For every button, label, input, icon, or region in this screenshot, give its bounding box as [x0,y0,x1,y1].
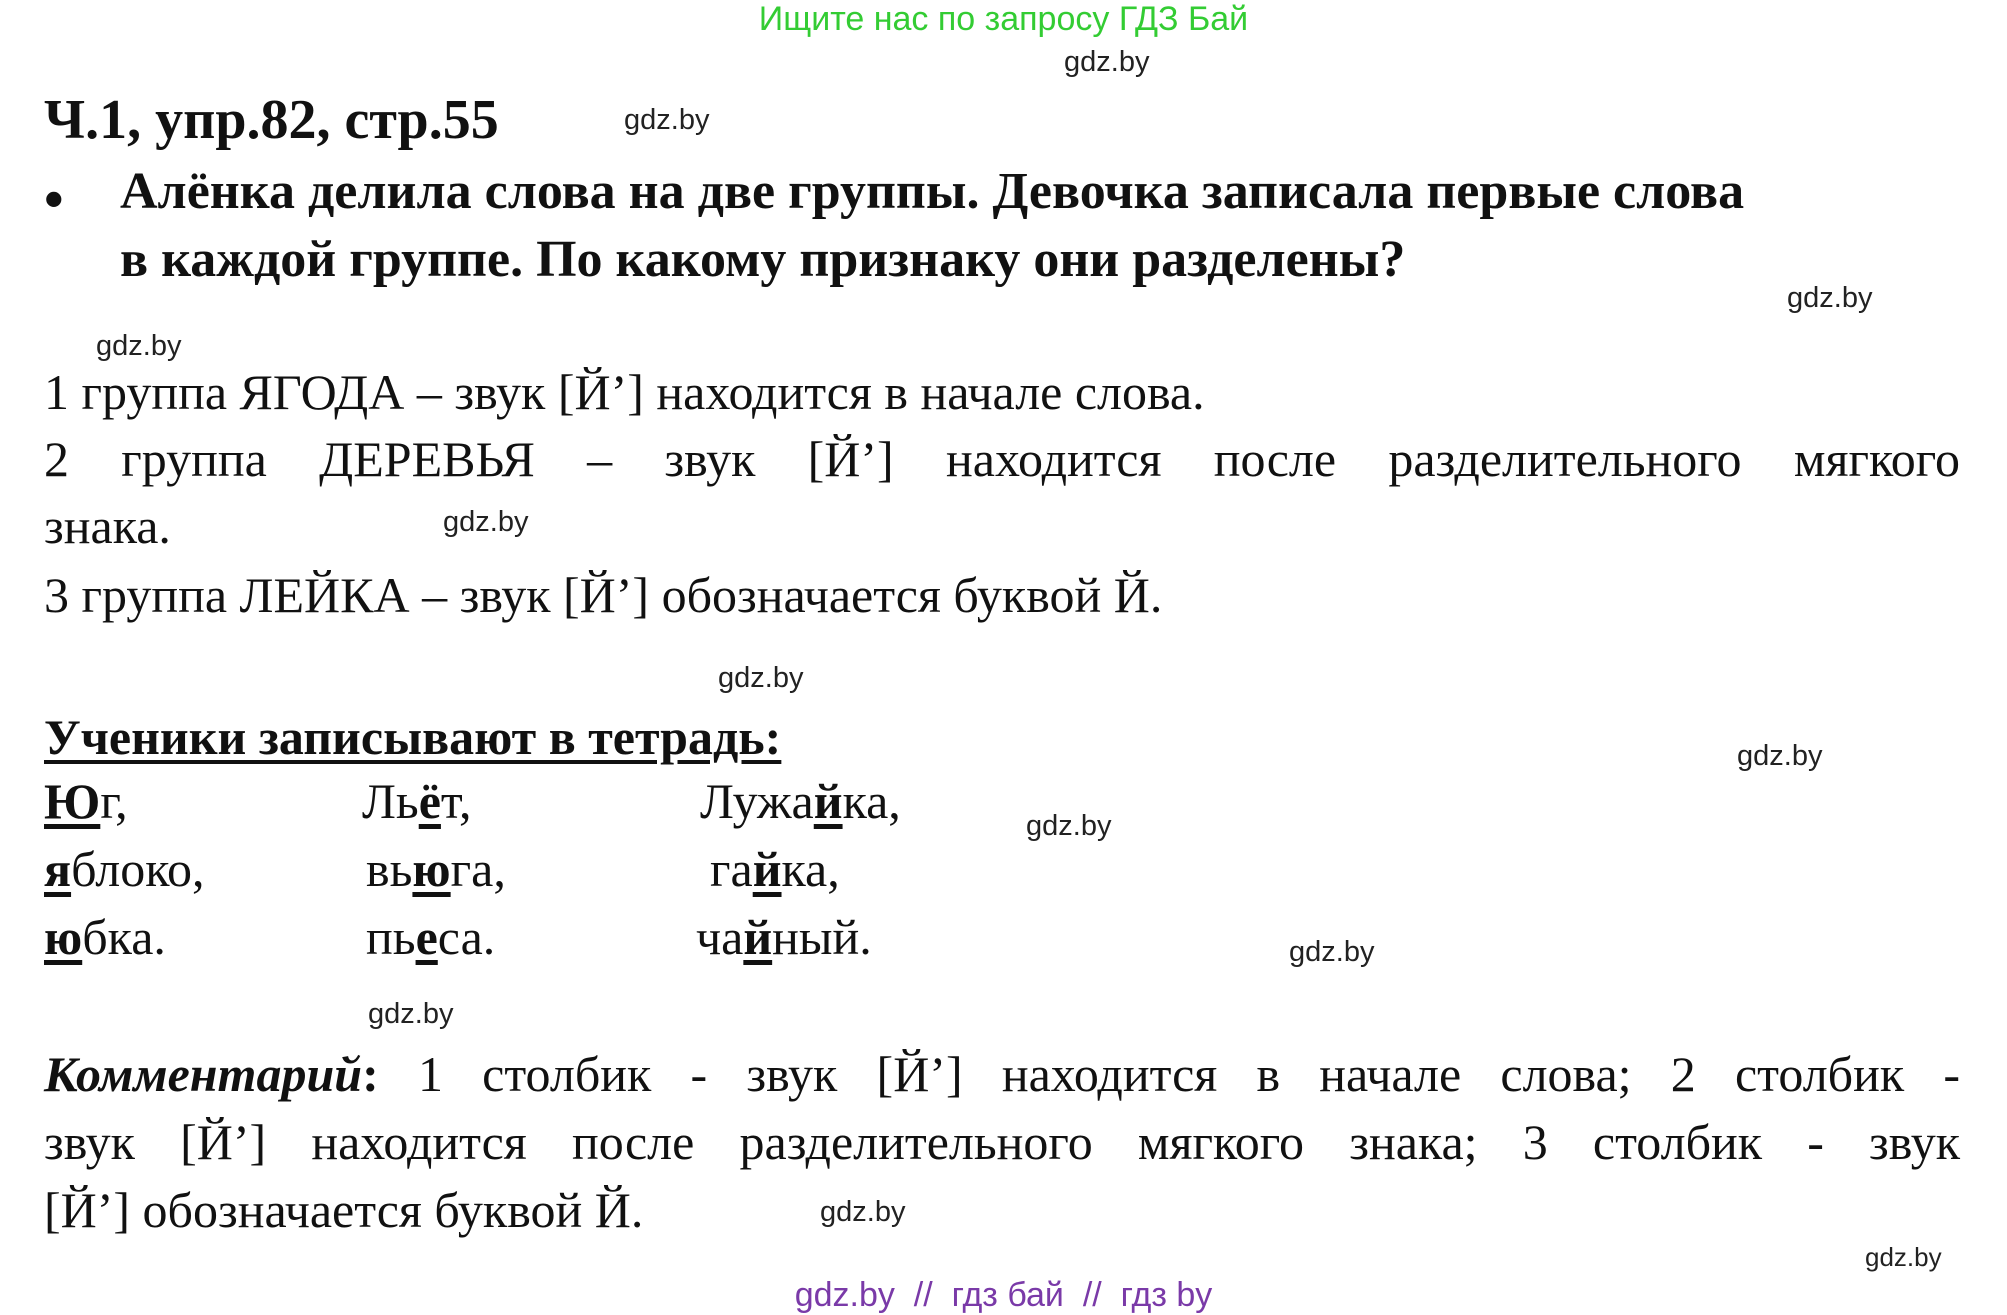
notebook-heading: Ученики записывают в тетрадь: [44,709,782,765]
comment-line-1: Комментарий: 1 столбик - звук [Й’] находится в начале слова; 2 столбик - [44,1046,1961,1102]
highlighted-letter: й [743,909,773,965]
question-line-2: в каждой группе. По какому признаку они разделены? [120,231,1406,288]
top-banner: Ищите нас по запросу ГДЗ Бай [758,0,1249,38]
comment-label: Комментарий [44,1046,363,1102]
watermark: gdz.by [1026,810,1112,842]
highlighted-letter: Ю [44,773,101,829]
word-col1-row2: яблоко, [44,841,205,897]
highlighted-letter: ю [44,909,83,965]
watermark: gdz.by [96,330,182,362]
word-col3-row1: Лужайка, [700,773,901,829]
highlighted-letter: ю [412,841,451,897]
watermark: gdz.by [1865,1242,1942,1272]
comment-line-2: звук [Й’] находится после разделительного мягкого знака; 3 столбик - звук [44,1114,1960,1170]
watermark: gdz.by [718,662,804,694]
highlighted-letter: ё [418,773,441,829]
watermark: gdz.by [443,506,529,538]
question-line-1: Алёнка делила слова на две группы. Девочка записала первые слова [120,163,1745,220]
highlighted-letter: я [44,841,72,897]
word-col1-row3: юбка. [44,909,166,965]
watermark: gdz.by [1064,46,1150,78]
group-1-text: 1 группа ЯГОДА – звук [Й’] находится в начале слова. [44,364,1205,420]
footer-links: gdz.by // гдз бай // гдз by [794,1276,1213,1314]
word-col2-row3: пьеса. [366,909,496,965]
watermark: gdz.by [1737,740,1823,772]
highlighted-letter: е [415,909,438,965]
word-col3-row3: чайный. [696,909,872,965]
watermark: gdz.by [1289,936,1375,968]
page-title: Ч.1, упр.82, стр.55 [44,89,499,151]
highlighted-letter: й [752,841,782,897]
watermark: gdz.by [1787,282,1873,314]
comment-line-3: [Й’] обозначается буквой Й. [44,1182,644,1238]
watermark: gdz.by [820,1196,906,1228]
word-col2-row2: вьюга, [366,841,506,897]
watermark: gdz.by [368,998,454,1030]
word-col3-row2: гайка, [710,841,840,897]
group-3-text: 3 группа ЛЕЙКА – звук [Й’] обозначается буквой Й. [44,567,1163,623]
watermark: gdz.by [624,104,710,136]
bullet-marker: • [44,169,64,231]
word-col2-row1: Льёт, [362,773,472,829]
group-2-text-line-1: 2 группа ДЕРЕВЬЯ – звук [Й’] находится после разделительного мягкого [44,431,1960,487]
group-2-text-line-2: знака. [44,498,171,554]
highlighted-letter: й [813,773,843,829]
word-col1-row1: Юг, [44,773,128,829]
